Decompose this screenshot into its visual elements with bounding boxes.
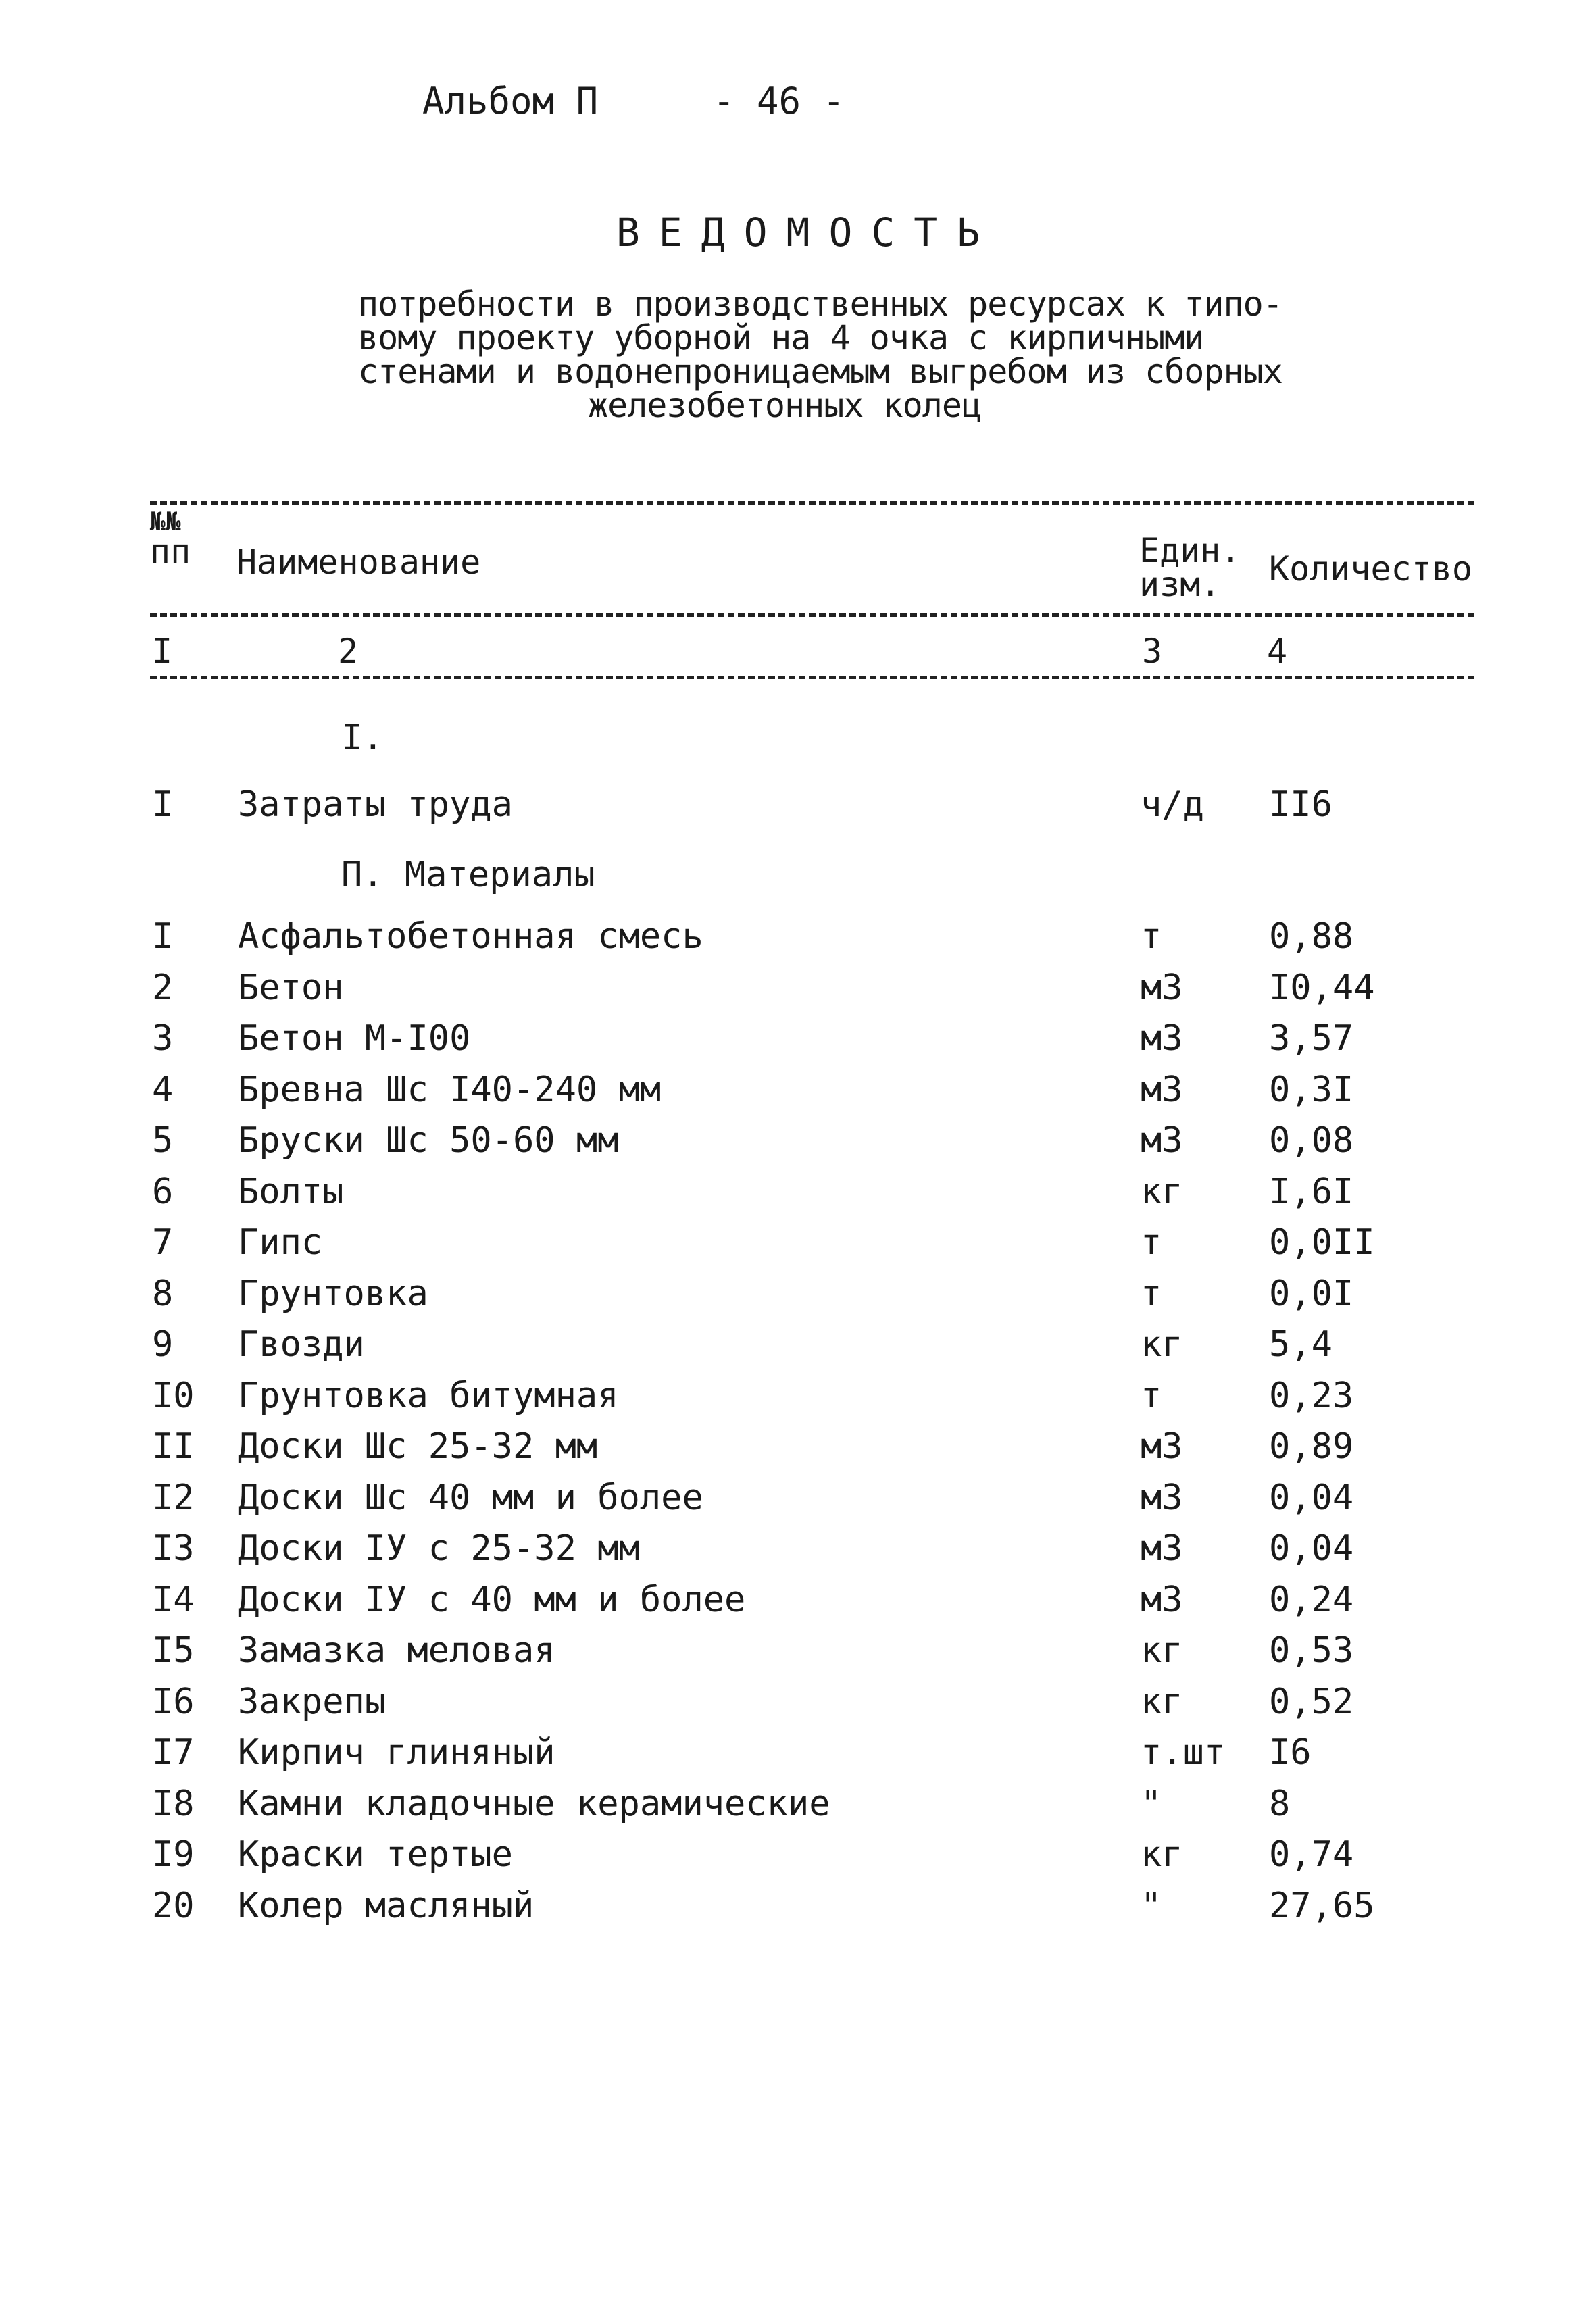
row-quantity: 0,04 <box>1269 1528 1354 1569</box>
row-unit: кг <box>1141 1630 1183 1671</box>
row-name: Доски Шс 25-32 мм <box>238 1426 598 1467</box>
row-quantity: 0,52 <box>1269 1682 1354 1722</box>
table-row <box>0 1166 1596 1217</box>
row-quantity: 3,57 <box>1269 1018 1354 1059</box>
row-unit: кг <box>1141 1324 1183 1365</box>
table-row <box>0 1370 1596 1422</box>
row-quantity: 27,65 <box>1269 1886 1375 1926</box>
row-quantity: 0,3I <box>1269 1070 1354 1110</box>
column-number-1: I <box>152 632 173 671</box>
table-row <box>0 911 1596 962</box>
subtitle-line: железобетонных колец <box>588 386 982 425</box>
row-quantity: II6 <box>1269 784 1332 825</box>
row-name: Кирпич глиняный <box>238 1732 555 1773</box>
table-row <box>0 1778 1596 1830</box>
row-unit: м3 <box>1141 1426 1183 1467</box>
page-number: - 46 - <box>713 80 845 122</box>
header-unit-line1: Един. <box>1139 531 1241 570</box>
row-quantity: 5,4 <box>1269 1324 1332 1365</box>
row-number: 20 <box>152 1886 195 1926</box>
row-quantity: 0,88 <box>1269 916 1354 957</box>
row-unit: кг <box>1141 1682 1183 1722</box>
row-number: 7 <box>152 1222 174 1263</box>
row-name: Грунтовка <box>238 1274 428 1314</box>
row-quantity: 0,0I <box>1269 1274 1354 1314</box>
table-top-rule <box>150 501 1474 505</box>
row-quantity: 0,74 <box>1269 1834 1354 1875</box>
row-number: I0 <box>152 1376 195 1416</box>
row-name: Замазка меловая <box>238 1630 555 1671</box>
row-unit: ч/д <box>1141 784 1204 825</box>
row-quantity: 0,89 <box>1269 1426 1354 1467</box>
header-name: Наименование <box>236 543 481 582</box>
header-quantity: Количество <box>1269 549 1473 588</box>
table-row <box>0 1625 1596 1676</box>
row-unit: т <box>1141 916 1162 957</box>
row-number: 8 <box>152 1274 174 1314</box>
row-quantity: 0,04 <box>1269 1478 1354 1518</box>
section-title-2: П. Материалы <box>341 855 595 895</box>
row-unit: " <box>1141 1886 1162 1926</box>
header-unit <box>1139 531 1241 604</box>
row-name: Болты <box>238 1172 344 1212</box>
column-number-2: 2 <box>338 632 359 671</box>
table-row <box>0 1523 1596 1574</box>
table-row <box>0 1064 1596 1115</box>
table-row <box>0 1880 1596 1932</box>
column-number-3: 3 <box>1142 632 1163 671</box>
table-row <box>0 1115 1596 1166</box>
row-quantity: 0,0II <box>1269 1222 1375 1263</box>
row-unit: м3 <box>1141 967 1183 1008</box>
row-number: II <box>152 1426 195 1467</box>
row-quantity: 0,53 <box>1269 1630 1354 1671</box>
row-unit: т <box>1141 1376 1162 1416</box>
header-number <box>150 507 191 571</box>
table-row <box>0 1676 1596 1728</box>
row-name: Бревна Шс I40-240 мм <box>238 1070 662 1110</box>
header-number-sign: №№ <box>150 507 181 536</box>
table-row <box>0 1013 1596 1064</box>
row-name: Грунтовка битумная <box>238 1376 619 1416</box>
table-row <box>0 1574 1596 1626</box>
row-number: I8 <box>152 1784 195 1824</box>
row-name: Камни кладочные керамические <box>238 1784 830 1824</box>
row-unit: кг <box>1141 1834 1183 1875</box>
column-number-4: 4 <box>1267 632 1288 671</box>
row-name: Затраты труда <box>238 784 513 825</box>
row-name: Бетон <box>238 967 344 1008</box>
row-number: I6 <box>152 1682 195 1722</box>
header-number-pp: пп <box>150 532 191 571</box>
row-unit: т.шт <box>1141 1732 1226 1773</box>
row-number: I <box>152 916 174 957</box>
row-name: Доски IУ с 25-32 мм <box>238 1528 640 1569</box>
album-label: Альбом П <box>422 80 599 122</box>
row-name: Асфальтобетонная смесь <box>238 916 703 957</box>
table-row <box>0 1829 1596 1880</box>
row-number: I5 <box>152 1630 195 1671</box>
subtitle-line: потребности в производственных ресурсах к типо- <box>358 284 1282 324</box>
row-name: Колер масляный <box>238 1886 534 1926</box>
row-number: 3 <box>152 1018 174 1059</box>
row-unit: м3 <box>1141 1478 1183 1518</box>
row-number: I4 <box>152 1580 195 1620</box>
row-quantity: 0,23 <box>1269 1376 1354 1416</box>
row-unit: т <box>1141 1222 1162 1263</box>
row-quantity: I,6I <box>1269 1172 1354 1212</box>
row-number: 9 <box>152 1324 174 1365</box>
table-row <box>0 1727 1596 1778</box>
table-row <box>0 1421 1596 1472</box>
table-row <box>0 1472 1596 1524</box>
row-unit: м3 <box>1141 1528 1183 1569</box>
row-quantity: I0,44 <box>1269 967 1375 1008</box>
row-number: I <box>152 784 174 825</box>
table-row <box>0 962 1596 1013</box>
row-number: I7 <box>152 1732 195 1773</box>
row-number: 6 <box>152 1172 174 1212</box>
row-number: I3 <box>152 1528 195 1569</box>
row-unit: кг <box>1141 1172 1183 1212</box>
row-number: I9 <box>152 1834 195 1875</box>
row-unit: " <box>1141 1784 1162 1824</box>
header-unit-line2: изм. <box>1139 565 1221 604</box>
row-unit: т <box>1141 1274 1162 1314</box>
row-name: Доски Шс 40 мм и более <box>238 1478 703 1518</box>
table-row <box>0 1268 1596 1319</box>
row-name: Бетон М-I00 <box>238 1018 471 1059</box>
row-unit: м3 <box>1141 1018 1183 1059</box>
table-header-rule <box>150 613 1474 617</box>
row-number: 5 <box>152 1120 174 1161</box>
row-quantity: 0,24 <box>1269 1580 1354 1620</box>
row-name: Бруски Шс 50-60 мм <box>238 1120 619 1161</box>
row-name: Гипс <box>238 1222 323 1263</box>
column-number-rule <box>150 676 1474 679</box>
subtitle-line: стенами и водонепроницаемым выгребом из сборных <box>358 352 1282 391</box>
row-unit: м3 <box>1141 1120 1183 1161</box>
row-number: 2 <box>152 967 174 1008</box>
subtitle-line: вому проекту уборной на 4 очка с кирпичными <box>358 318 1204 357</box>
document-subtitle <box>358 284 1282 425</box>
row-quantity: 0,08 <box>1269 1120 1354 1161</box>
row-number: 4 <box>152 1070 174 1110</box>
table-row <box>0 779 1596 830</box>
row-name: Закрепы <box>238 1682 386 1722</box>
row-quantity: 8 <box>1269 1784 1291 1824</box>
row-unit: м3 <box>1141 1580 1183 1620</box>
row-number: I2 <box>152 1478 195 1518</box>
row-name: Краски тертые <box>238 1834 513 1875</box>
table-row <box>0 1217 1596 1268</box>
document-title: ВЕДОМОСТЬ <box>616 209 999 255</box>
row-name: Доски IУ с 40 мм и более <box>238 1580 746 1620</box>
row-name: Гвозди <box>238 1324 365 1365</box>
row-quantity: I6 <box>1269 1732 1312 1773</box>
section-title-1: I. <box>341 718 384 758</box>
row-unit: м3 <box>1141 1070 1183 1110</box>
table-row <box>0 1319 1596 1370</box>
